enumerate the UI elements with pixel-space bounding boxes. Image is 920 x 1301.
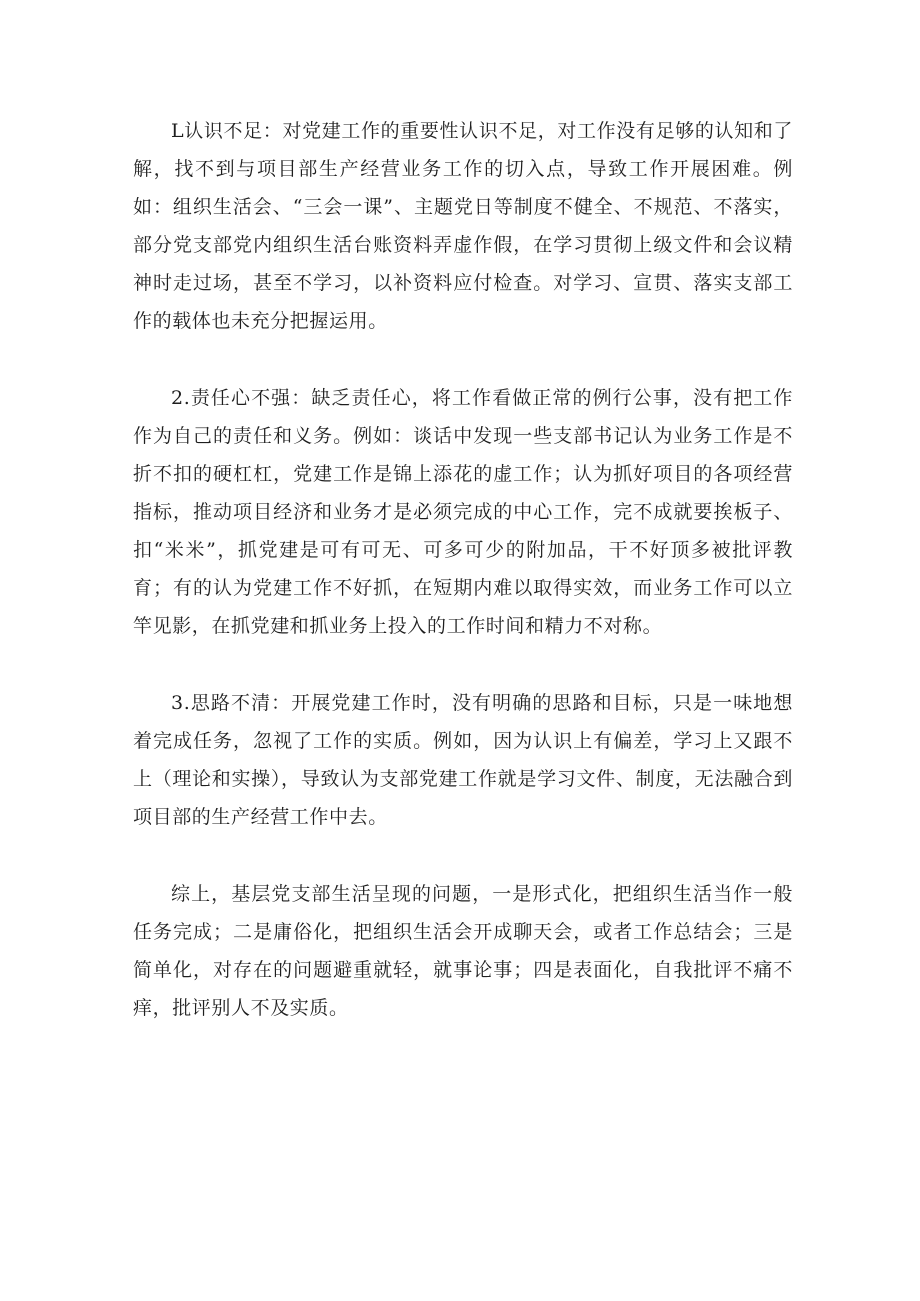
paragraph-lack-of-responsibility: 2.责任心不强：缺乏责任心，将工作看做正常的例行公事，没有把工作作为自己的责任和义务。例如：谈话中发现一些支部书记认为业务工作是不折不扣的硬杠杠，党建工作是锦上添花的虚工作；认为抓好项目的各项经营指标，推动项目经济和业务才是必须完成的中心工作，完不成就要挨板子、扣“米米”，抓党建是可有可无、可多可少的附加品，干不好顶多被批评教育；有的认为党建工作不好抓，在短期内难以取得实效，而业务工作可以立竿见影，在抓党建和抓业务上投入的工作时间和精力不对称。: [133, 387, 793, 637]
paragraph-unclear-thinking: 3.思路不清：开展党建工作时，没有明确的思路和目标，只是一味地想着完成任务，忽视了工作的实质。例如，因为认识上有偏差，学习上又跟不上（理论和实操），导致认为支部党建工作就是学习文件、制度，无法融合到项目部的生产经营工作中去。: [133, 692, 793, 828]
document-body: [133, 112, 793, 1066]
paragraph-summary: 综上，基层党支部生活呈现的问题，一是形式化，把组织生活当作一般任务完成；二是庸俗化，把组织生活会开成聊天会，或者工作总结会；三是简单化，对存在的问题避重就轻，就事论事；四是表面化，自我批评不痛不痒，批评别人不及实质。: [133, 883, 793, 1019]
paragraph-insufficient-understanding: L认识不足：对党建工作的重要性认识不足，对工作没有足够的认知和了解，找不到与项目部生产经营业务工作的切入点，导致工作开展困难。例如：组织生活会、“三会一课”、主题党日等制度不健全、不规范、不落实，部分党支部党内组织生活台账资料弄虚作假，在学习贯彻上级文件和会议精神时走过场，甚至不学习，以补资料应付检查。对学习、宣贯、落实支部工作的载体也未充分把握运用。: [133, 120, 793, 332]
